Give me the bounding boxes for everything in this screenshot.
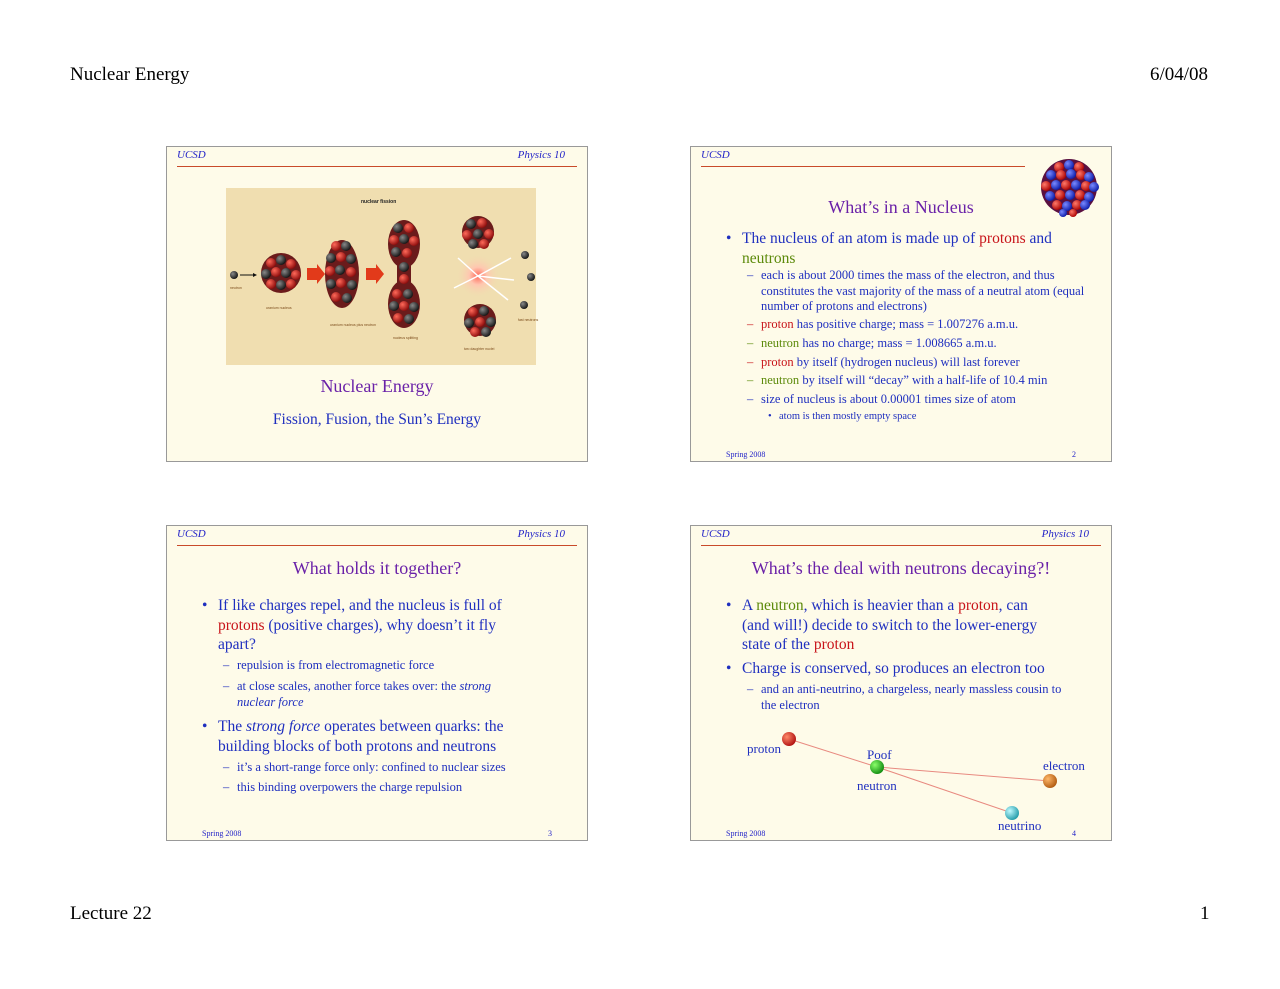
slide-header-rule <box>177 545 577 546</box>
fission-illustration <box>226 188 539 365</box>
label-uranium-plus-neutron: uranium nucleus plus neutron <box>330 323 376 327</box>
subsubbullet-empty-space: • atom is then mostly empty space <box>768 411 917 422</box>
slide-header-rule <box>701 545 1101 546</box>
label-fast-neutrons: fast neutrons <box>518 318 539 322</box>
bullet-nucleus-composition: • The nucleus of an atom is made up of protons and neutrons <box>726 230 1052 267</box>
slide-1 <box>166 146 588 462</box>
slide-course-label: Physics 10 <box>1041 528 1089 540</box>
page-footer-number: 1 <box>1200 903 1210 924</box>
bullet-like-charges: • If like charges repel, and the nucleus is full of protons (positive charges), why doesn’t it fly apart? <box>202 597 502 653</box>
slide-ucsd-label: UCSD <box>177 149 206 161</box>
slide-footer-number: 4 <box>1072 829 1076 838</box>
label-neutron: neutron <box>230 286 242 290</box>
slide-footer-term: Spring 2008 <box>726 450 766 459</box>
slide-title: Nuclear Energy <box>320 376 434 396</box>
slide-4 <box>690 525 1112 841</box>
subbullet-neutron-charge: – neutron has no charge; mass = 1.008665 a.m.u. <box>747 336 997 350</box>
neutrino-path <box>877 767 1012 813</box>
slide-header-rule <box>177 166 577 167</box>
decay-diagram <box>691 722 1113 842</box>
slide-ucsd-label: UCSD <box>701 528 730 540</box>
subbullet-short-range: – it’s a short-range force only: confined to nuclear sizes <box>223 760 506 774</box>
slide-footer-term: Spring 2008 <box>202 829 242 838</box>
proton-particle <box>782 732 796 746</box>
slide-footer-number: 2 <box>1072 450 1076 459</box>
electron-particle <box>1043 774 1057 788</box>
slide-course-label: Physics 10 <box>517 149 565 161</box>
slide-title: What’s the deal with neutrons decaying?! <box>751 558 1051 578</box>
slide-ucsd-label: UCSD <box>177 528 206 540</box>
label-neutrino: neutrino <box>998 818 1042 833</box>
label-daughter-nuclei: two daughter nuclei <box>464 347 495 351</box>
page-header-date: 6/04/08 <box>1150 64 1209 85</box>
page-header-title: Nuclear Energy <box>70 64 190 85</box>
slide-subtitle: Fission, Fusion, the Sun’s Energy <box>272 411 482 428</box>
fission-diagram <box>226 188 539 365</box>
page-footer-lecture: Lecture 22 <box>70 903 152 924</box>
slide-course-label: Physics 10 <box>517 528 565 540</box>
subbullet-binding: – this binding overpowers the charge repulsion <box>223 780 463 794</box>
subbullet-proton-charge: – proton has positive charge; mass = 1.007276 a.m.u. <box>747 317 1019 331</box>
subbullet-neutron-decay: – neutron by itself will “decay” with a half-life of 10.4 min <box>747 373 1048 387</box>
bullet-strong-force-quarks: • The strong force operates between quarks: the building blocks of both protons and neutrons <box>202 718 504 755</box>
bullet-neutron-switch: • A neutron, which is heavier than a proton, can (and will!) decide to switch to the lower-energy state of the proton <box>726 597 1038 653</box>
label-neutron: neutron <box>857 778 897 793</box>
proton-path <box>789 739 877 767</box>
diagram-caption: nuclear fission <box>361 199 397 205</box>
subbullet-repulsion: – repulsion is from electromagnetic force <box>223 658 435 672</box>
electron-path <box>877 767 1050 781</box>
slide-2 <box>690 146 1112 462</box>
slide-title: What’s in a Nucleus <box>828 197 974 217</box>
label-uranium-nucleus: uranium nucleus <box>266 306 292 310</box>
slide-footer-number: 3 <box>548 829 552 838</box>
subbullet-strong-force: – at close scales, another force takes over: the strong nuclear force <box>223 679 491 709</box>
subbullet-mass: – each is about 2000 times the mass of the electron, and thus constitutes the vast majority of the mass of a neutral atom (equal number of protons and electrons) <box>747 268 1085 313</box>
subbullet-proton-stable: – proton by itself (hydrogen nucleus) will last forever <box>747 355 1020 369</box>
slide-header-rule <box>701 166 1025 167</box>
slide-footer-term: Spring 2008 <box>726 829 766 838</box>
subbullet-nucleus-size: – size of nucleus is about 0.00001 times size of atom <box>747 392 1016 406</box>
slide-3 <box>166 525 588 841</box>
bullet-dot: • <box>726 230 732 247</box>
slide-ucsd-label: UCSD <box>701 149 730 161</box>
label-electron: electron <box>1043 758 1085 773</box>
label-poof: Poof <box>867 747 892 762</box>
label-proton: proton <box>747 741 781 756</box>
label-nucleus-splitting: nucleus splitting <box>393 336 418 340</box>
slide-title: What holds it together? <box>292 558 462 578</box>
subbullet-antineutrino: – and an anti-neutrino, a chargeless, nearly massless cousin to the electron <box>747 682 1062 712</box>
bullet-charge-conserved: • Charge is conserved, so produces an electron too <box>726 660 1045 677</box>
